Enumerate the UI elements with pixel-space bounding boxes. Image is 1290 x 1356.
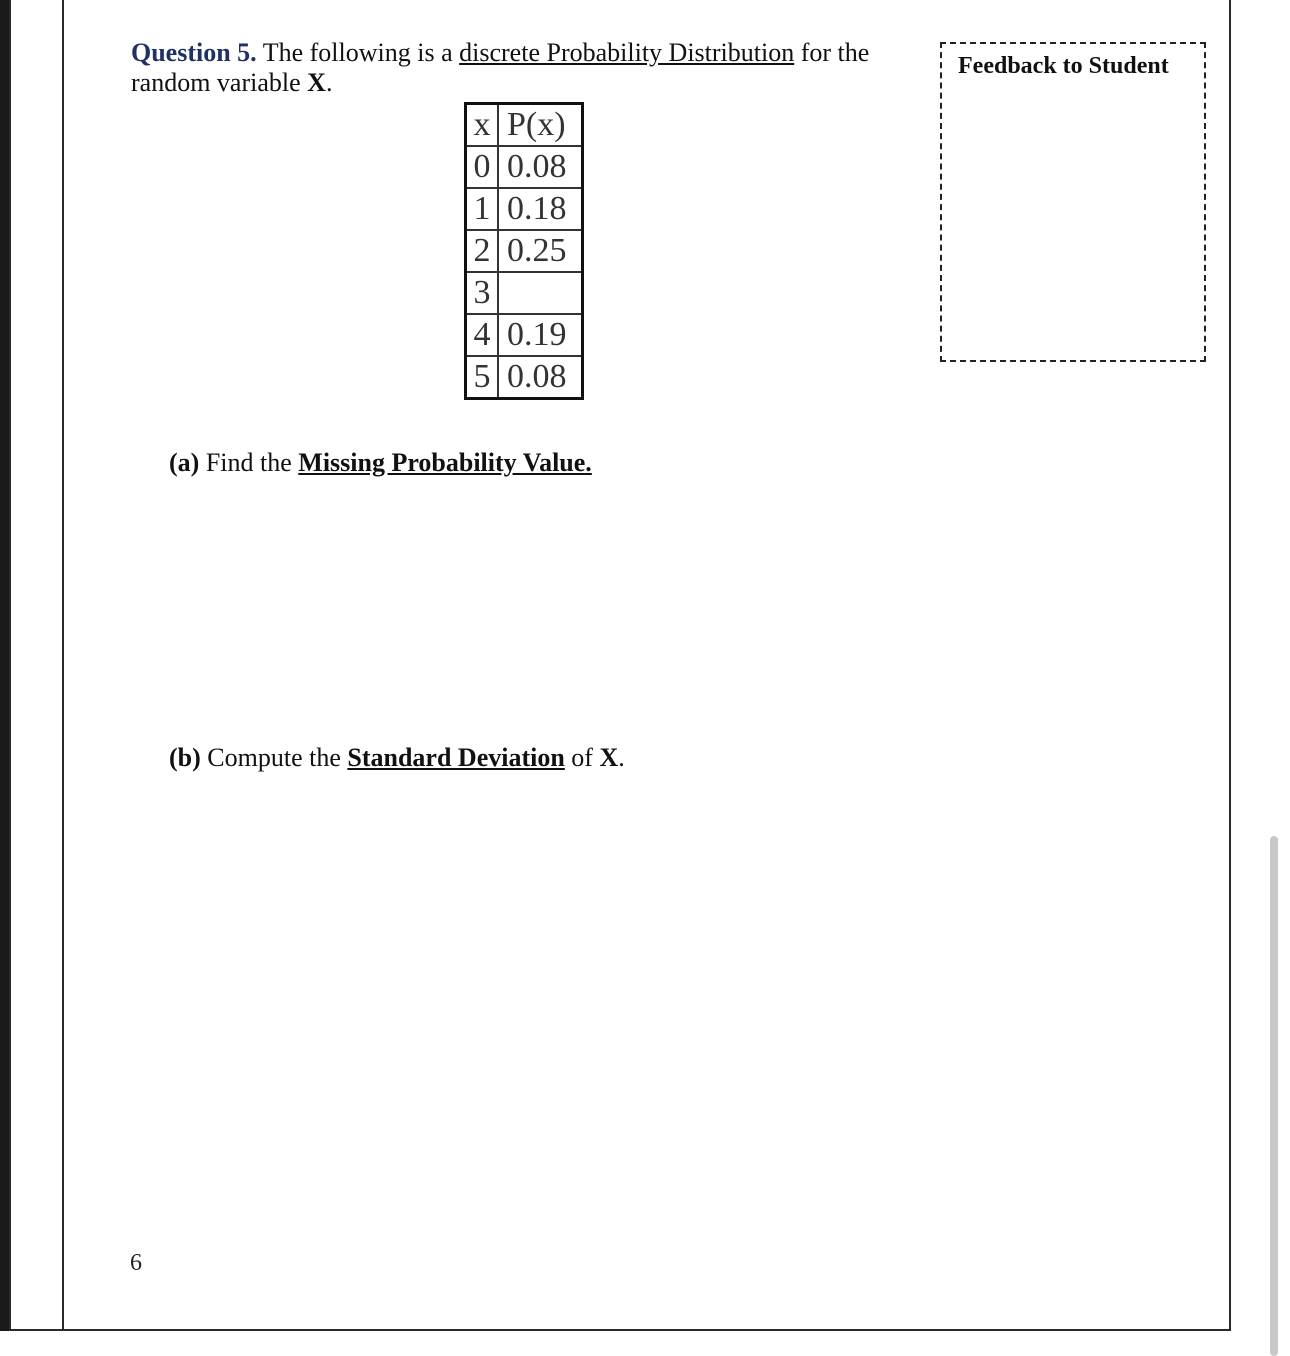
question-variable: X [307,68,326,97]
part-a-emphasis: Missing Probability Value. [298,448,592,477]
cell-p: 0.08 [498,146,583,188]
probability-table [464,102,584,400]
part-a-text [169,448,592,478]
question-text [131,38,891,98]
background-right [1229,0,1290,1356]
cell-x: 5 [466,356,499,399]
part-b-variable: X [599,743,619,772]
question-text-part: The following is a [256,38,460,67]
cell-x: 4 [466,314,499,356]
question-label: Question 5. [131,38,257,67]
cell-p: 0.25 [498,230,583,272]
header-px: P(x) [498,104,583,147]
table-header-row [466,104,583,147]
part-b-text [169,743,625,773]
feedback-title: Feedback to Student [958,53,1169,79]
background-bottom [0,1331,1290,1356]
question-text-part: . [325,68,333,97]
header-x: x [466,104,499,147]
window-edge [0,0,9,1356]
scrollbar[interactable] [1270,836,1278,1356]
feedback-box[interactable] [940,42,1206,362]
cell-p: 0.08 [498,356,583,399]
page-margin [11,0,62,1329]
part-b-emphasis: Standard Deviation [347,743,565,772]
cell-x: 2 [466,230,499,272]
table-row [466,230,583,272]
document-page [9,0,1231,1331]
part-b-label: (b) [169,743,201,772]
page-left-rule [62,0,64,1329]
question-link-text: discrete Probability Distribution [459,38,795,67]
part-b-text-part: of [564,743,600,772]
part-b-text-part: . [618,743,625,772]
table-row [466,314,583,356]
table-row [466,356,583,399]
cell-p-missing [498,272,583,314]
part-a-label: (a) [169,448,200,477]
cell-p: 0.18 [498,188,583,230]
table-row [466,146,583,188]
part-b-text-part: Compute the [200,743,348,772]
cell-x: 1 [466,188,499,230]
cell-x: 0 [466,146,499,188]
cell-p: 0.19 [498,314,583,356]
cell-x: 3 [466,272,499,314]
part-a-text-part: Find the [199,448,299,477]
page-number: 6 [130,1250,142,1276]
table-row [466,188,583,230]
table-row [466,272,583,314]
question-text-part: for the random variable [131,38,870,97]
